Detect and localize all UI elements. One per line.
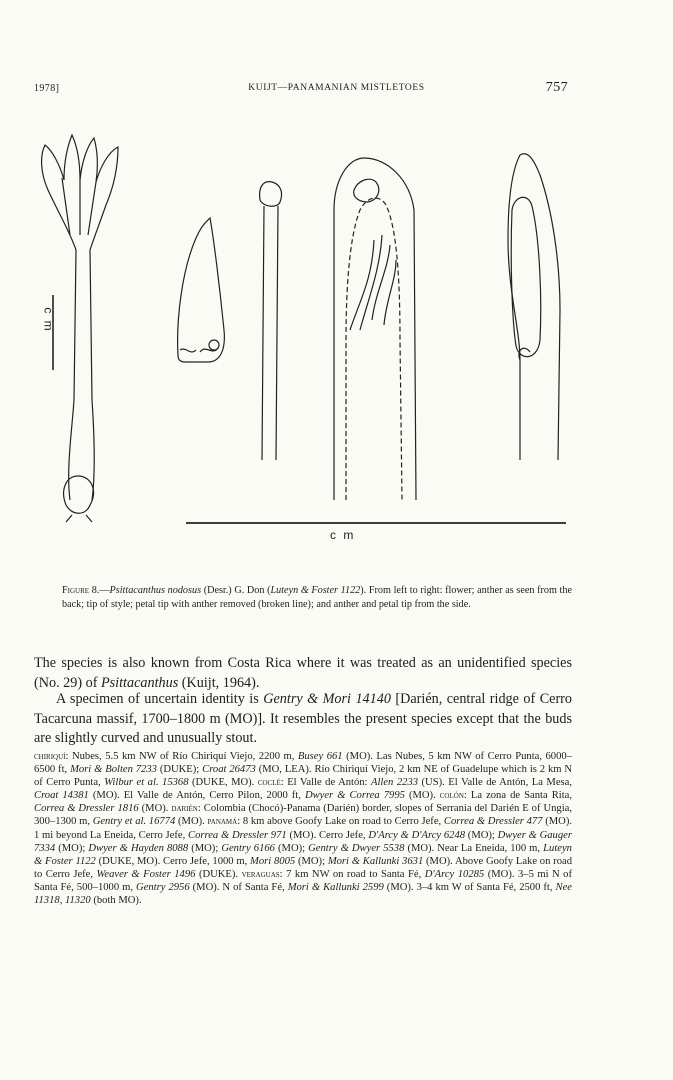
- collector: D'Arcy & D'Arcy 6248: [368, 829, 466, 841]
- collector: Weaver & Foster 1496: [96, 868, 196, 880]
- province-label: chiriquí:: [34, 751, 69, 762]
- collector: Mori & Kallunki 2599: [287, 881, 384, 893]
- anther-petal-side-drawing: [508, 154, 560, 460]
- specimen-text: 7 km NW on road to Santa Fé,: [282, 868, 425, 880]
- header-year: 1978]: [34, 83, 60, 94]
- specimen-text: La zona de Santa Rita,: [466, 790, 572, 802]
- specimen-text: (MO).: [404, 790, 440, 802]
- collector: Correa & Dressler 1816: [34, 803, 139, 815]
- specimen-text: (MO). Near La Eneida, 100 m,: [404, 842, 544, 854]
- specimens-examined: [34, 750, 572, 907]
- specimen-text: (MO);: [465, 829, 498, 841]
- collector: Nee 11318, 11320: [34, 881, 572, 907]
- specimen-text: (MO).: [138, 803, 172, 815]
- collector: Gentry & Dwyer 5538: [308, 842, 405, 854]
- province-label: veraguas:: [241, 868, 283, 880]
- figure-caption: Figure 8.—Psittacanthus nodosus (Desr.) G. Don (Luteyn & Foster 1122). From left to right: flower; anther as seen from the back; tip of style; petal tip with anther removed (broken line); and anther and petal tip from the side.: [62, 585, 572, 610]
- scale-label-left: c m: [41, 307, 56, 333]
- specimen-text: (MO);: [295, 855, 328, 867]
- para1-text-a: The species is also known from Costa Rica where it was treated as an unidentified species (No. 29) of: [34, 655, 572, 691]
- specimen-text: (US). El Valle de Antón, La Mesa,: [418, 777, 572, 789]
- specimen-text: (MO). El Valle de Antón, Cerro Pilon, 2000 ft,: [88, 790, 305, 802]
- collector: Correa & Dressler 971: [188, 829, 287, 841]
- province-label: darién:: [171, 803, 201, 815]
- figure-8-illustration: [0, 130, 673, 540]
- collector: Correa & Dressler 477: [443, 816, 543, 828]
- specimen-text: (MO).: [175, 816, 208, 828]
- body-paragraph-1: [34, 654, 572, 693]
- scale-label-bottom: c m: [330, 528, 356, 542]
- para2-text-b: [Darién, central ridge of Cerro Tacarcuna massif, 1700–1800 m (MO)]. It resembles the present species except that the buds are slightly curved and unusually stout.: [34, 691, 573, 746]
- collector: Busey 661: [297, 751, 343, 762]
- anther-back-drawing: [178, 218, 225, 362]
- para1-genus: Psittacanthus: [100, 674, 179, 691]
- specimen-text: Colombia (Chocó)-Panama (Darién) border, slopes of Serrania del Darién E of Ungia, 300–1300 m,: [34, 803, 573, 828]
- page-number: 757: [545, 80, 568, 95]
- specimen-text: (MO, LEA). Río Chiriquí Viejo, 2 km NE of Guadelupe which is 2 km N of Cerro Punta,: [34, 764, 573, 789]
- specimen-text: (MO). 1 mi beyond La Eneida, Cerro Jefe,: [34, 816, 572, 841]
- specimen-text: El Valle de Antón:: [283, 777, 371, 789]
- caption-author: (Desr.) G. Don (: [201, 585, 271, 596]
- collector: Gentry et al. 16774: [92, 816, 176, 828]
- collector: Luteyn & Foster 1122: [34, 842, 572, 867]
- collector: Dwyer & Correa 7995: [304, 790, 405, 802]
- specimen-text: (MO). 3–4 km W of Santa Fé, 2500 ft,: [383, 881, 556, 893]
- running-title: KUIJT—PANAMANIAN MISTLETOES: [248, 83, 425, 93]
- collector: Gentry 2956: [136, 881, 190, 893]
- collector: Mori & Kallunki 3631: [327, 855, 424, 867]
- petal-tip-drawing: [334, 158, 416, 500]
- collector: Mori 8005: [250, 855, 296, 867]
- collector: Mori & Bolten 7233: [70, 764, 157, 776]
- body-paragraph-2: [34, 690, 572, 749]
- style-tip-drawing: [260, 182, 282, 460]
- specimen-text: (MO);: [55, 842, 89, 854]
- para2-specimen: Gentry & Mori 14140: [263, 691, 391, 707]
- specimen-text: (both MO).: [90, 895, 142, 907]
- collector: D'Arcy 10285: [424, 868, 485, 880]
- province-label: coclé:: [257, 777, 284, 789]
- collector: Croat 26473: [202, 764, 256, 776]
- para2-text-a: A specimen of uncertain identity is: [56, 691, 264, 707]
- collector: Allen 2233: [371, 777, 419, 789]
- specimen-text: (DUKE, MO).: [188, 777, 258, 789]
- para1-text-b: (Kuijt, 1964).: [178, 674, 260, 691]
- specimen-text: (MO);: [188, 842, 222, 854]
- specimen-text: 8 km above Goofy Lake on road to Cerro Jefe,: [240, 816, 444, 828]
- specimen-text: (DUKE, MO). Cerro Jefe, 1000 m,: [95, 855, 251, 867]
- specimen-text: (MO). N of Santa Fé,: [189, 881, 288, 893]
- specimen-text: (MO). 3–5 mi N of Santa Fé, 500–1000 m,: [34, 868, 572, 893]
- collector: Croat 14381: [34, 790, 89, 802]
- caption-text: ). From left to right: flower; anther as seen from the back; tip of style; petal tip with anther removed (broken line); and anther and petal tip from the side.: [62, 585, 572, 610]
- specimen-text: (MO);: [274, 842, 309, 854]
- collector: Dwyer & Hayden 8088: [88, 842, 189, 854]
- specimen-text: (DUKE);: [156, 764, 203, 776]
- province-label: colón:: [439, 790, 467, 802]
- caption-label: Figure 8.: [62, 585, 100, 596]
- caption-collectors: Luteyn & Foster 1122: [270, 585, 361, 596]
- specimen-text: (MO). Cerro Jefe,: [286, 829, 369, 841]
- specimen-text: Nubes, 5.5 km NW of Río Chiriquí Viejo, 2200 m,: [68, 751, 298, 762]
- province-label: panamá:: [207, 816, 241, 828]
- collector: Dwyer & Gauger 7334: [34, 829, 572, 854]
- collector: Wilbur et al. 15368: [104, 777, 189, 789]
- specimen-text: (DUKE).: [195, 868, 242, 880]
- caption-taxon: Psittacanthus nodosus: [109, 585, 202, 596]
- collector: Gentry 6166: [221, 842, 275, 854]
- specimen-text: (MO). Above Goofy Lake on road to Cerro Jefe,: [34, 855, 572, 880]
- specimen-text: (MO). Las Nubes, 5 km NW of Cerro Punta, 6000–6500 ft,: [34, 751, 572, 776]
